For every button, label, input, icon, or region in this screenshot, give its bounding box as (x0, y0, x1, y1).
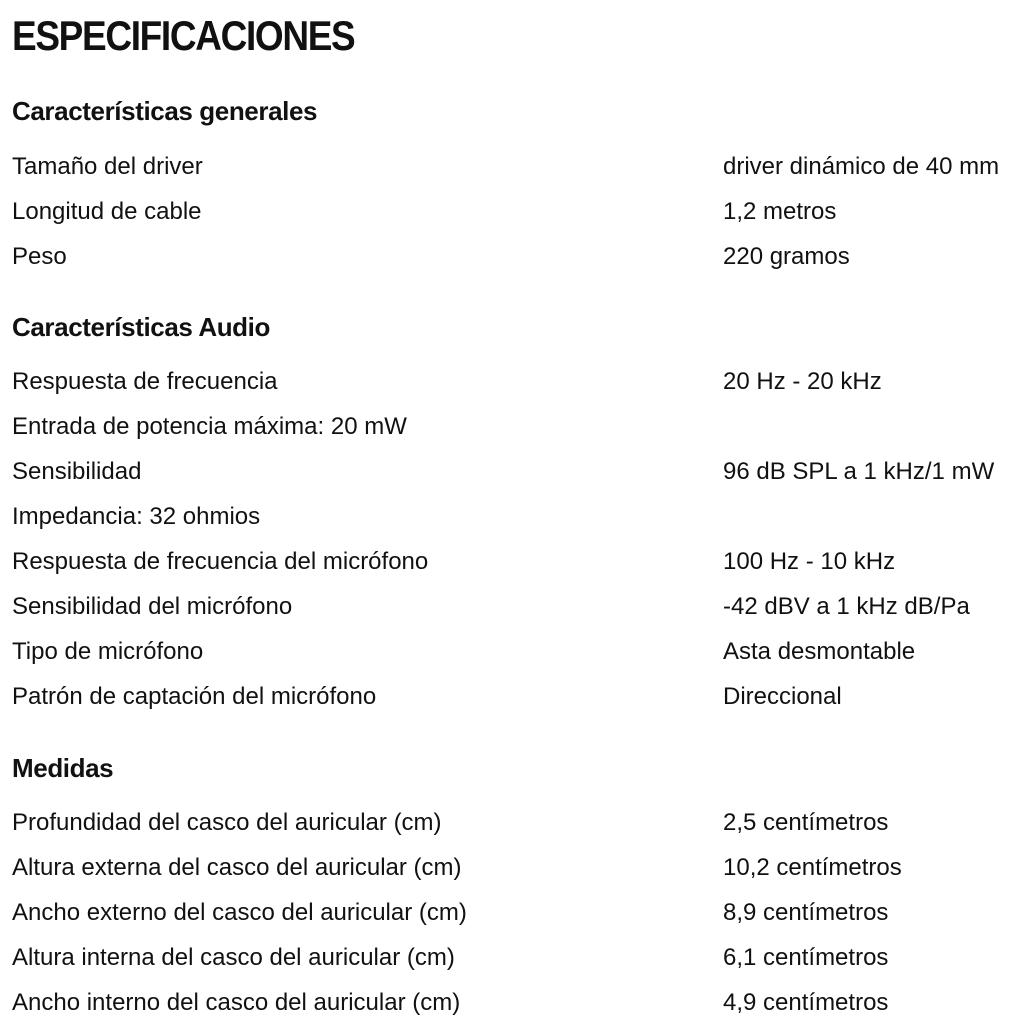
spec-label: Tamaño del driver (12, 153, 203, 180)
section-heading-measurements: Medidas (12, 753, 114, 783)
spec-label: Peso (12, 243, 67, 270)
spec-row-mic-type (12, 635, 1018, 669)
spec-label: Altura externa del casco del auricular (cm) (12, 854, 462, 881)
spec-label: Respuesta de frecuencia (12, 368, 278, 395)
spec-row-sensitivity (12, 455, 1018, 489)
spec-value: 220 gramos (723, 243, 850, 270)
spec-row-impedance (12, 500, 1018, 534)
spec-row-cup-external-width (12, 896, 1018, 930)
spec-row-cup-internal-height (12, 941, 1018, 975)
spec-label: Sensibilidad (12, 458, 142, 485)
spec-value: Asta desmontable (723, 638, 916, 665)
spec-row-cable-length (12, 195, 1018, 229)
spec-value: 2,5 centímetros (723, 809, 889, 836)
spec-label: Ancho interno del casco del auricular (cm) (12, 989, 461, 1016)
spec-row-mic-sensitivity (12, 590, 1018, 624)
spec-label: Respuesta de frecuencia del micrófono (12, 548, 429, 575)
spec-row-cup-depth (12, 806, 1018, 840)
spec-value: driver dinámico de 40 mm (723, 153, 1000, 180)
spec-label: Sensibilidad del micrófono (12, 593, 293, 620)
spec-row-mic-pickup-pattern (12, 680, 1018, 714)
spec-row-frequency-response (12, 365, 1018, 399)
spec-label: Ancho externo del casco del auricular (cm) (12, 899, 467, 926)
spec-value: 96 dB SPL a 1 kHz/1 mW (723, 458, 995, 485)
spec-label: Tipo de micrófono (12, 638, 204, 665)
spec-value: 4,9 centímetros (723, 989, 889, 1016)
spec-value: 1,2 metros (723, 198, 837, 225)
spec-value: 10,2 centímetros (723, 854, 902, 881)
spec-label: Entrada de potencia máxima: 20 mW (12, 413, 407, 440)
spec-value: 8,9 centímetros (723, 899, 889, 926)
page-title: ESPECIFICACIONES (12, 12, 355, 59)
spec-label: Profundidad del casco del auricular (cm) (12, 809, 442, 836)
spec-value: 20 Hz - 20 kHz (723, 368, 882, 395)
spec-row-mic-frequency-response (12, 545, 1018, 579)
spec-row-cup-internal-width (12, 986, 1018, 1020)
spec-value: -42 dBV a 1 kHz dB/Pa (723, 593, 970, 620)
spec-value: 100 Hz - 10 kHz (723, 548, 896, 575)
spec-label: Longitud de cable (12, 198, 202, 225)
section-heading-general: Características generales (12, 96, 318, 126)
spec-row-cup-external-height (12, 851, 1018, 885)
spec-label: Impedancia: 32 ohmios (12, 503, 261, 530)
spec-value: 6,1 centímetros (723, 944, 889, 971)
spec-row-driver-size (12, 150, 1018, 184)
spec-row-weight (12, 240, 1018, 274)
spec-label: Altura interna del casco del auricular (cm) (12, 944, 455, 971)
spec-row-max-power-input (12, 410, 1018, 444)
spec-label: Patrón de captación del micrófono (12, 683, 377, 710)
spec-value: Direccional (723, 683, 842, 710)
section-heading-audio: Características Audio (12, 312, 270, 342)
